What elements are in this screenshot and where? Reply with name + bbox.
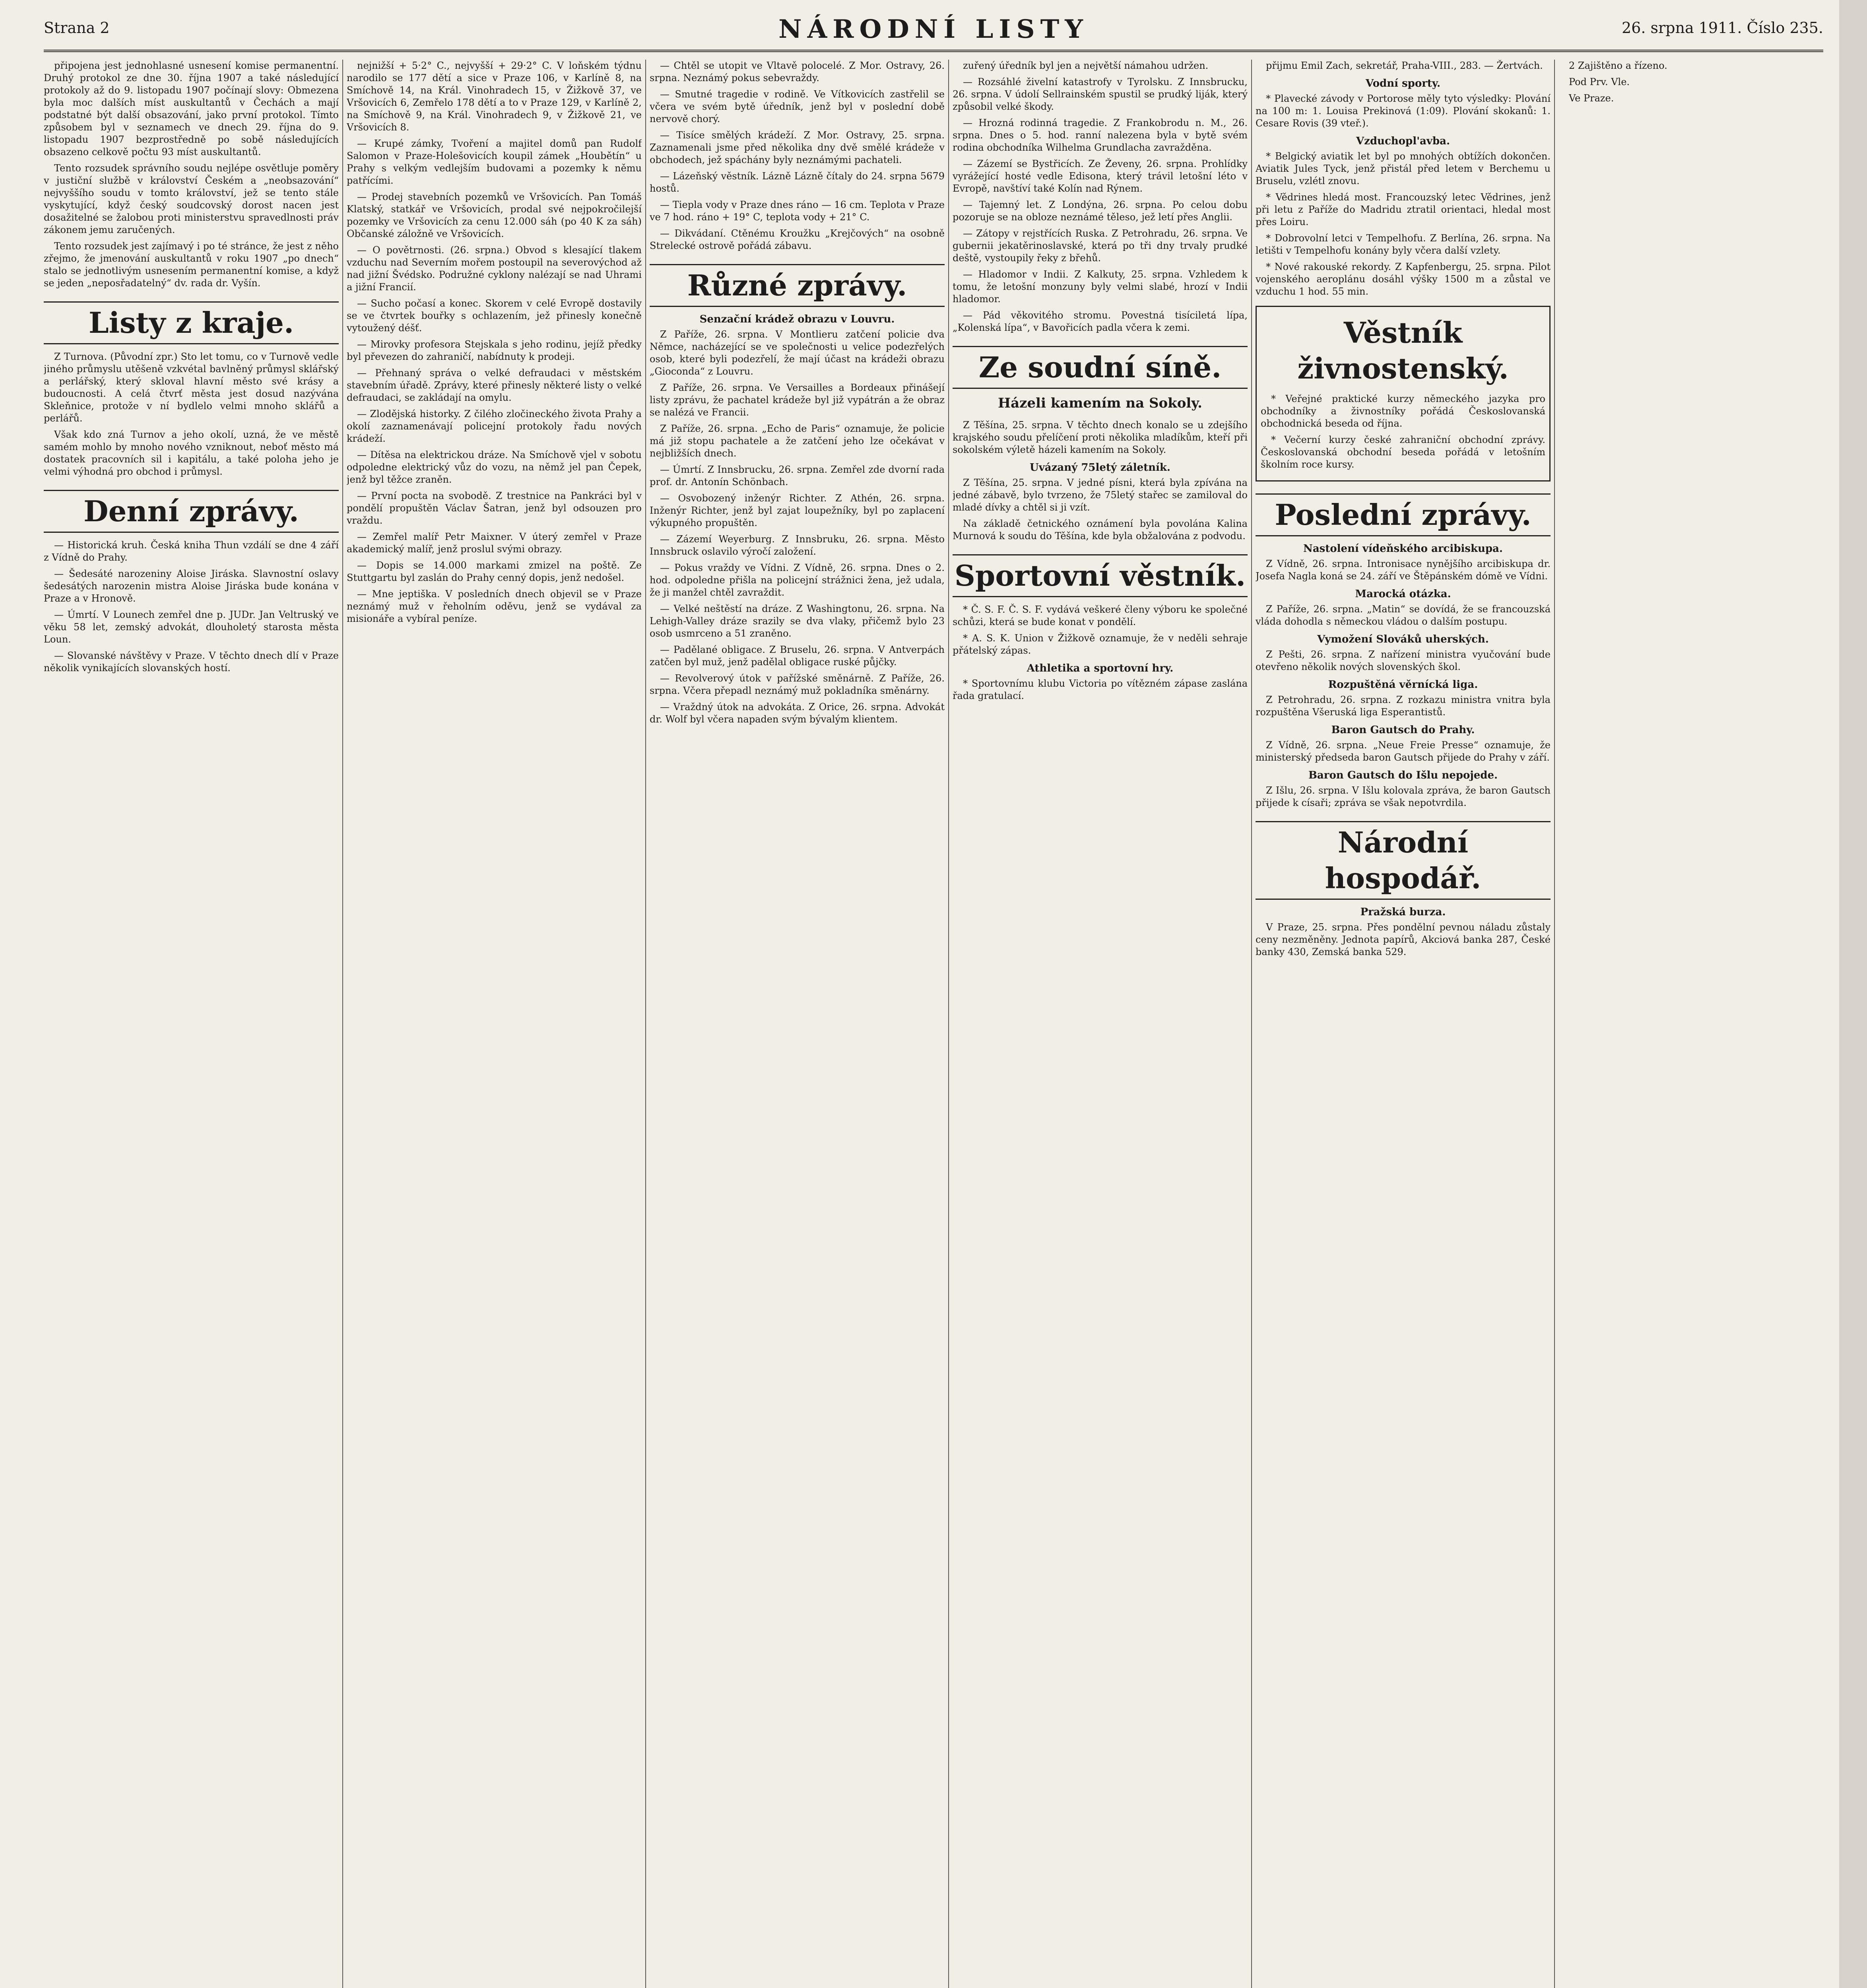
section-heading-ruzne-zpravy: Různé zprávy. bbox=[650, 264, 945, 307]
article-paragraph: Z Pešti, 26. srpna. Z nařízení ministra vyučování bude otevřeno několik nových slovenských škol. bbox=[1256, 649, 1551, 672]
article-paragraph: — Sucho počasí a konec. Skorem v celé Evropě dostavily se ve čtvrtek bouřky s ochlazením, jež přinesly konečně vytoužený déšť. bbox=[347, 298, 642, 334]
article-paragraph: 2 Zajištěno a řízeno. bbox=[1569, 60, 1667, 71]
article-paragraph: — Velké neštěstí na dráze. Z Washingtonu, 26. srpna. Na Lehigh-Valley dráze srazily se dva vlaky, přičemž bylo 23 osob usmrceno a 51 zraněno. bbox=[650, 603, 945, 639]
column-rule bbox=[342, 60, 343, 1988]
article-paragraph: — Zemřel malíř Petr Maixner. V úterý zemřel v Praze akademický malíř, jenž proslul svými obrazy. bbox=[347, 531, 642, 555]
column-rule bbox=[1251, 60, 1252, 1988]
article-paragraph: — Padělané obligace. Z Bruselu, 26. srpna. V Antverpách zatčen byl muž, jenž padělal obligace ruské půjčky. bbox=[650, 644, 945, 668]
article-paragraph: — Zátopy v rejstřících Ruska. Z Petrohradu, 26. srpna. Ve gubernii jekatěrinoslavské, která po tři dny trvaly prudké deště, vystoupily řeky z břehů. bbox=[953, 228, 1248, 264]
article-paragraph: — O povětrnosti. (26. srpna.) Obvod s klesající tlakem vzduchu nad Severním mořem postoupil na severovýchod až nad jižní Švédsko. Podružné cyklony nalézají se nad Uhrami a jižní Francií. bbox=[347, 245, 642, 293]
article-paragraph: * Plavecké závody v Portorose měly tyto výsledky: Plování na 100 m: 1. Louisa Prekinová (1:09). Plování skokanů: 1. Cesare Rovis (39 vteř.). bbox=[1256, 93, 1551, 129]
article-paragraph: Ve Praze. bbox=[1569, 93, 1614, 104]
article-paragraph: — Historická kruh. Česká kniha Thun vzdálí se dne 4 září z Vídně do Prahy. bbox=[44, 540, 339, 563]
facing-page-edge bbox=[1839, 0, 1867, 1988]
article-paragraph: — Chtěl se utopit ve Vltavě polocelé. Z Mor. Ostravy, 26. srpna. Neznámý pokus sebevraždy. bbox=[650, 60, 945, 83]
article-subheading: Pražská burza. bbox=[1360, 906, 1446, 918]
article-paragraph: * Belgický aviatik let byl po mnohých obtížích dokončen. Aviatik Jules Tyck, jenž přistál před letem v Berchemu u Bruselu, vzlétl znovu. bbox=[1256, 151, 1551, 186]
article-paragraph: — Smutné tragedie v rodině. Ve Vítkovicích zastřelil se včera ve svém bytě úředník, jenž byl v poslední době nervově chorý. bbox=[650, 89, 945, 124]
article-subheading: Marocká otázka. bbox=[1355, 588, 1451, 600]
article-paragraph: — Revolverový útok v pařížské směnárně. Z Paříže, 26. srpna. Včera přepadl neznámý muž pokladníka směnárny. bbox=[650, 673, 945, 696]
article-paragraph: * Veřejné praktické kurzy německého jazyka pro obchodníky a živnostníky pořádá Českoslovanská obchodnická beseda od října. bbox=[1261, 393, 1545, 429]
article-paragraph: — Prodej stavebních pozemků ve Vršovicích. Pan Tomáš Klatský, statkář ve Vršovicích, prodal své nejpokročilejší pozemky ve Vršovicích za cenu 12.000 sáh (po 40 K za sáh) Občanské záložně ve Vršovicích. bbox=[347, 191, 642, 239]
issue-date: 26. srpna 1911. Číslo 235. bbox=[1621, 19, 1823, 37]
article-subheading: Vodní sporty. bbox=[1365, 78, 1441, 89]
article-paragraph: Však kdo zná Turnov a jeho okolí, uzná, že ve městě samém mohlo by mnoho nového vzniknout, neboť město má dostatek pracovních sil i kapitálu, a také poloha jeho je velmi výhodná pro obchod i průmysl. bbox=[44, 429, 339, 477]
article-paragraph: — Lázeňský věstník. Lázně Lázně čítaly do 24. srpna 5679 hostů. bbox=[650, 171, 945, 194]
article-paragraph: — Osvobozený inženýr Richter. Z Athén, 26. srpna. Inženýr Richter, jenž byl zajat loupežníky, byl po zaplacení výkupného propuštěn. bbox=[650, 493, 945, 528]
column-3 bbox=[650, 60, 945, 1988]
article-paragraph: nejnižší + 5·2° C., nejvyšší + 29·2° C. V loňském týdnu narodilo se 177 dětí a sice v Praze 106, v Karlíně 8, na Smíchově 14, na Král. Vinohradech 15, v Žižkově 37, ve Vršovicích 6, Zemřelo 178 dětí a to v Praze 129, v Karlíně 2, na Smíchově 9, na Král. Vinohradech 9, v Žižkově 21, ve Vršovicích 8. bbox=[347, 60, 642, 133]
article-paragraph: Z Paříže, 26. srpna. Ve Versailles a Bordeaux přinášejí listy zprávu, že pachatel krádeže byl již vypátrán a že obraz se nalézá ve Francii. bbox=[650, 382, 945, 418]
article-paragraph: — Krupé zámky, Tvoření a majitel domů pan Rudolf Salomon v Praze-Holešovicích koupil zámek „Houbětín“ u Prahy s velkým vedlejším budovami a pozemky k němu patřícími. bbox=[347, 138, 642, 186]
article-paragraph: Z Vídně, 26. srpna. Intronisace nynějšího arcibiskupa dr. Josefa Nagla koná se 24. září ve Štěpánském dómě ve Vídni. bbox=[1256, 558, 1551, 582]
section-heading-denni-zpravy: Denní zprávy. bbox=[44, 490, 339, 533]
article-paragraph: * A. S. K. Union v Žižkově oznamuje, že v neděli sehraje přátelský zápas. bbox=[953, 633, 1248, 656]
article-paragraph: Z Paříže, 26. srpna. V Montlieru zatčení policie dva Němce, nacházející se ve společnosti u velice podezřelých osob, které byli podezřelí, že mají účast na krádeži obrazu „Gioconda“ z Louvru. bbox=[650, 329, 945, 377]
article-paragraph: — První pocta na svobodě. Z trestnice na Pankráci byl v pondělí propuštěn Václav Šatran, jenž byl odsouzen pro vraždu. bbox=[347, 490, 642, 526]
article-paragraph: * Č. S. F. Č. S. F. vydává veškeré členy výboru ke společné schůzi, která se bude konat v pondělí. bbox=[953, 604, 1248, 627]
column-rule bbox=[948, 60, 949, 1988]
section-heading-posledni-zpravy: Poslední zprávy. bbox=[1256, 493, 1551, 536]
section-heading-narodni-hospodar: Národní hospodář. bbox=[1256, 821, 1551, 900]
article-paragraph: — Mirovky profesora Stejskala s jeho rodinu, jejíž předky byl převezen do zahraničí, nabídnuty k prodeji. bbox=[347, 339, 642, 362]
article-paragraph: Z Vídně, 26. srpna. „Neue Freie Presse“ oznamuje, že ministerský předseda baron Gautsch přijede do Prahy v září. bbox=[1256, 740, 1551, 763]
article-paragraph: Z Paříže, 26. srpna. „Matin“ se dovídá, že se francouzská vláda dohodla s německou vládou o dalším postupu. bbox=[1256, 604, 1551, 627]
section-heading-listy-z-kraje: Listy z kraje. bbox=[44, 301, 339, 344]
article-paragraph: — Tajemný let. Z Londýna, 26. srpna. Po celou dobu pozoruje se na obloze neznámé těleso, jež letí přes Anglii. bbox=[953, 199, 1248, 223]
article-paragraph: — Rozsáhlé živelní katastrofy v Tyrolsku. Z Innsbrucku, 26. srpna. V údolí Sellrainském spustil se prudký liják, který způsobil velké škody. bbox=[953, 76, 1248, 112]
article-paragraph: Z Těšína, 25. srpna. V jedné písni, která byla zpívána na jedné zábavě, bylo tvrzeno, že 75letý stařec se zamiloval do mladé dívky a chtěl si ji vzít. bbox=[953, 477, 1248, 513]
article-paragraph: zuřený úředník byl jen a největší námahou udržen. bbox=[963, 60, 1209, 71]
article-paragraph: Z Petrohradu, 26. srpna. Z rozkazu ministra vnitra byla rozpuštěna Všeruská liga Esperantistů. bbox=[1256, 694, 1551, 718]
article-subheading: Athletika a sportovní hry. bbox=[1027, 662, 1174, 674]
article-paragraph: Z Išlu, 26. srpna. V Išlu kolovala zpráva, že baron Gautsch přijede k císaři; zpráva se však nepotvrdila. bbox=[1256, 785, 1551, 808]
article-paragraph: — Vraždný útok na advokáta. Z Orice, 26. srpna. Advokát dr. Wolf byl včera napaden svým bývalým klientem. bbox=[650, 701, 945, 725]
article-paragraph: — Zázemí se Bystřicích. Ze Ževeny, 26. srpna. Prohlídky vyrážející hosté vedle Edisona, který trávil letošní léto v Evropě, navštíví také Kolín nad Rýnem. bbox=[953, 158, 1248, 194]
article-paragraph: — Dítěsa na elektrickou dráze. Na Smíchově vjel v sobotu odpoledne elektrický vůz do vozu, na němž jel pan Čepek, jenž byl těžce zraněn. bbox=[347, 449, 642, 485]
newspaper-title: NÁRODNÍ LISTY bbox=[778, 14, 1089, 44]
page-number: Strana 2 bbox=[44, 19, 110, 37]
article-paragraph: * Nové rakouské rekordy. Z Kapfenbergu, 25. srpna. Pilot vojenského aeroplánu dosáhl výšky 1500 m a zůstal ve vzduchu 1 hod. 55 min. bbox=[1256, 261, 1551, 297]
article-subheading: Rozpuštěná věrnícká liga. bbox=[1328, 679, 1478, 691]
column-4 bbox=[953, 60, 1248, 1988]
article-subheading: Nastolení vídeňského arcibiskupa. bbox=[1303, 543, 1503, 555]
article-paragraph: — Šedesáté narozeniny Aloise Jiráska. Slavnostní oslavy šedesátých narozenin mistra Aloise Jiráska bude konána v Praze a v Hronově. bbox=[44, 568, 339, 604]
article-subheading: Vzduchopl'avba. bbox=[1356, 135, 1450, 147]
column-6-partial bbox=[1558, 60, 1823, 1988]
article-paragraph: * Večerní kurzy české zahraniční obchodní zprávy. Českoslovanská obchodní beseda pořádá v letošním školním roce kursy. bbox=[1261, 434, 1545, 470]
article-paragraph: Tento rozsudek správního soudu nejlépe osvětluje poměry v justiční službě v království Českém a „neobsazování“ nejvyššího soudu v tomto království, jež se tento stále vyskytující, když český soudcovský dorost nacen jest dosažitelné se žalobou proti ministerstvu spravedlnosti práv zákonem jemu zaručených. bbox=[44, 163, 339, 235]
article-subheading: Senzační krádež obrazu v Louvru. bbox=[699, 313, 895, 325]
column-1 bbox=[44, 60, 339, 1988]
article-paragraph: Na základě četnického oznámení byla povolána Kalina Murnová k soudu do Těšína, kde byla obžalována z podvodu. bbox=[953, 518, 1248, 542]
article-paragraph: * Sportovnímu klubu Victoria po vítězném zápase zaslána řada gratulací. bbox=[953, 678, 1248, 701]
column-2 bbox=[347, 60, 642, 1988]
article-paragraph: — Zázemí Weyerburg. Z Innsbruku, 26. srpna. Město Innsbruck oslavilo výročí založení. bbox=[650, 534, 945, 557]
article-paragraph: Pod Prv. Vle. bbox=[1569, 76, 1630, 87]
article-paragraph: přijmu Emil Zach, sekretář, Praha-VIII., 283. — Žertvách. bbox=[1266, 60, 1543, 71]
trade-bulletin-box bbox=[1256, 306, 1551, 481]
article-paragraph: * Dobrovolní letci v Tempelhofu. Z Berlína, 26. srpna. Na letišti v Tempelhofu konány byly včera další vzlety. bbox=[1256, 233, 1551, 256]
article-paragraph: — Slovanské návštěvy v Praze. V těchto dnech dlí v Praze několik vynikajících slovanských hostí. bbox=[44, 650, 339, 674]
article-paragraph: * Vědrines hledá most. Francouzský letec Vědrines, jenž při letu z Paříže do Madridu ztratil orientaci, hledal most přes Loiru. bbox=[1256, 192, 1551, 227]
article-paragraph: — Dopis se 14.000 markami zmizel na poště. Ze Stuttgartu byl zaslán do Prahy cenný dopis, jenž nedošel. bbox=[347, 560, 642, 583]
article-paragraph: — Mne jeptiška. V posledních dnech objevil se v Praze neznámý muž v řeholním oděvu, jenž se vydával za misionáře a vybíral peníze. bbox=[347, 588, 642, 624]
column-rule bbox=[1554, 60, 1555, 1988]
column-5 bbox=[1256, 60, 1551, 1988]
article-paragraph: — Pokus vraždy ve Vídni. Z Vídně, 26. srpna. Dnes o 2. hod. odpoledne přišla na policejní strážnici žena, jež udala, že ji manžel chtěl zavraždit. bbox=[650, 562, 945, 598]
article-headline: Házeli kamením na Sokoly. bbox=[998, 395, 1203, 411]
article-paragraph: — Úmrtí. Z Innsbrucku, 26. srpna. Zemřel zde dvorní rada prof. dr. Antonín Schönbach. bbox=[650, 464, 945, 487]
article-paragraph: Z Paříže, 26. srpna. „Echo de Paris“ oznamuje, že policie má již stopu pachatele a že zatčení jeho lze očekávat v nejbližších dnech. bbox=[650, 423, 945, 459]
article-paragraph: — Zlodějská historky. Z čilého zločineckého života Prahy a okolí zaznamenávají policejní protokoly řadu nových krádeží. bbox=[347, 408, 642, 444]
article-paragraph: připojena jest jednohlasné usnesení komise permanentní. Druhý protokol ze dne 30. října 1907 a také následující protokoly až do 9. listopadu 1907 počínají slovy: Obmezena byla moc dalších míst auskultantů v Čechách a mají podstatné být další obsazování, jako první protokol. Tímto způsobem byl v seznamech ve dnech 29. října do 9. listopadu 1907 bezprostředně po sobě následujících obsazeno celkově počtu 93 míst auskultantů. bbox=[44, 60, 339, 157]
article-paragraph: — Pád věkovitého stromu. Povestná tisíciletá lípa, „Kolenská lípa“, v Bavořicích padla včera k zemi. bbox=[953, 310, 1248, 333]
article-paragraph: Tento rozsudek jest zajímavý i po té stránce, že jest z něho zřejmo, že jmenování auskultantů v roku 1907 „po dnech“ stalo se jednotlivým usnesením permanentní komise, a když se jeden „neposřadatelný“ dv. rada dr. Vyšín. bbox=[44, 241, 339, 289]
article-subheading: Baron Gautsch do Išlu nepojede. bbox=[1308, 769, 1498, 781]
article-subheading: Baron Gautsch do Prahy. bbox=[1331, 724, 1475, 736]
column-rule bbox=[645, 60, 646, 1988]
article-paragraph: — Úmrtí. V Lounech zemřel dne p. JUDr. Jan Veltruský ve věku 58 let, zemský advokát, dlouholetý starosta města Loun. bbox=[44, 609, 339, 645]
section-heading-ze-soudni-sine: Ze soudní síně. bbox=[953, 346, 1248, 389]
section-heading-sportovni-vestnik: Sportovní věstník. bbox=[953, 554, 1248, 597]
article-paragraph: Z Těšína, 25. srpna. V těchto dnech konalo se u zdejšího krajského soudu přelíčení proti několika mladíkům, kteří při sokolském výletě házeli kamením na Sokoly. bbox=[953, 419, 1248, 455]
article-paragraph: V Praze, 25. srpna. Přes pondělní pevnou náladu zůstaly ceny nezměněny. Jednota papírů, Akciová banka 287, České banky 430, Zemská banka 529. bbox=[1256, 922, 1551, 957]
section-heading-vestnik-zivnostensky: Věstník živnostenský. bbox=[1297, 316, 1509, 385]
article-subheading: Uvázaný 75letý záletník. bbox=[1030, 462, 1170, 474]
article-paragraph: Z Turnova. (Původní zpr.) Sto let tomu, co v Turnově vedle jiného průmyslu utěšeně vzkvétal bavlněný průmysl sklářský a perlářský, který skloval hlavní město své krásy a budoucnosti. A celá čtvrť města jest dosud nazývána Skleňnice, protože v ní bydlelo velmi mnoho sklářů a perlářů. bbox=[44, 351, 339, 424]
article-paragraph: — Přehnaný správa o velké defraudaci v městském stavebním úřadě. Zprávy, které přinesly některé listy o velké defraudaci, se zakládají na omylu. bbox=[347, 367, 642, 403]
article-paragraph: — Hladomor v Indii. Z Kalkuty, 25. srpna. Vzhledem k tomu, že letošní monzuny byly velmi slabé, hrozí v Indii hladomor. bbox=[953, 269, 1248, 305]
article-paragraph: — Tiepla vody v Praze dnes ráno — 16 cm. Teplota v Praze ve 7 hod. ráno + 19° C, teplota vody + 21° C. bbox=[650, 199, 945, 223]
article-paragraph: — Tisíce smělých krádeží. Z Mor. Ostravy, 25. srpna. Zaznamenali jsme před několika dny dvě smělé krádeže v obchodech, jež spáchány byly neznámými pachateli. bbox=[650, 130, 945, 165]
article-paragraph: — Dikvádaní. Ctěnému Kroužku „Krejčových“ na osobně Strelecké ostrově pořádá zábavu. bbox=[650, 228, 945, 251]
article-subheading: Vymožení Slováků uherských. bbox=[1317, 633, 1489, 645]
masthead bbox=[44, 12, 1823, 52]
article-paragraph: — Hrozná rodinná tragedie. Z Frankobrodu n. M., 26. srpna. Dnes o 5. hod. ranní nalezena byla v bytě svém rodina obchodníka Wilhelma Grundlacha zavražděna. bbox=[953, 117, 1248, 153]
